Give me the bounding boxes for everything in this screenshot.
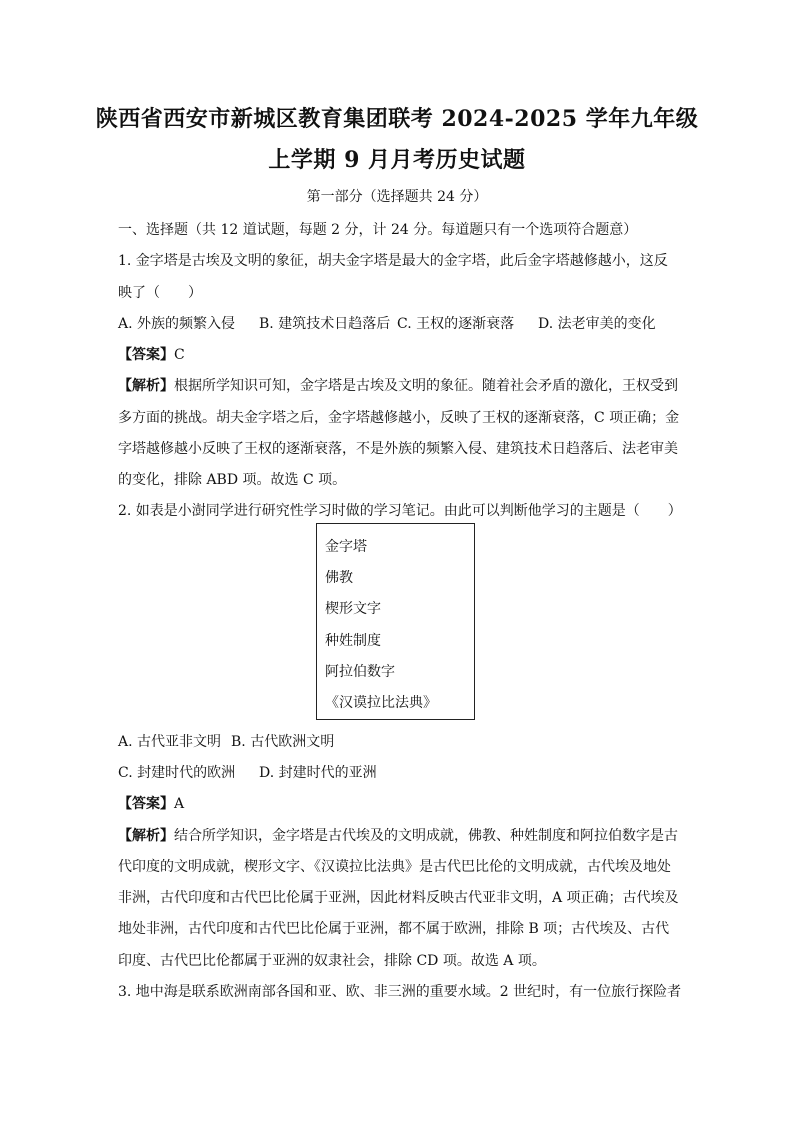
q1-analysis-label: 【解析】 xyxy=(118,378,174,394)
q1-option-c: C. 王权的逐渐衰落 xyxy=(397,316,515,332)
q2-analysis-label: 【解析】 xyxy=(118,828,174,844)
q2-stem: 2. 如表是小澍同学进行研究性学习时做的学习笔记。由此可以判断他学习的主题是（ ） xyxy=(118,503,682,519)
q1-option-a: A. 外族的频繁入侵 xyxy=(118,316,236,332)
q2-option-c: C. 封建时代的欧洲 xyxy=(118,765,236,781)
instructions: 一、选择题（共 12 道试题，每题 2 分，计 24 分。每道题只有一个选项符合题意） xyxy=(118,222,638,238)
q2-option-d: D. 封建时代的亚洲 xyxy=(259,765,377,781)
exam-title-line2: 上学期 9 月月考历史试题 xyxy=(268,147,526,173)
table-row: 佛教 xyxy=(325,570,353,586)
q3-stem: 3. 地中海是联系欧洲南部各国和亚、欧、非三洲的重要水域。2 世纪时，有一位旅行探险者 xyxy=(118,984,682,1000)
table-row: 种姓制度 xyxy=(325,633,381,649)
table-row: 阿拉伯数字 xyxy=(325,664,395,680)
q1-answer-value: C xyxy=(174,347,185,363)
q2-analysis-line5: 印度、古代巴比伦都属于亚洲的奴隶社会，排除 CD 项。故选 A 项。 xyxy=(118,953,546,969)
q1-analysis-text: 根据所学知识可知，金字塔是古埃及文明的象征。随着社会矛盾的激化，王权受到 xyxy=(174,378,678,394)
q2-analysis-line1 xyxy=(118,825,678,845)
q1-analysis-line3: 字塔越修越小反映了王权的逐渐衰落，不是外族的频繁入侵、建筑技术日趋落后、法老审美 xyxy=(118,441,678,457)
q2-answer xyxy=(118,793,184,813)
q1-answer-label: 【答案】 xyxy=(118,347,174,363)
q1-option-d: D. 法老审美的变化 xyxy=(538,316,656,332)
q2-answer-label: 【答案】 xyxy=(118,796,174,812)
section-heading: 第一部分（选择题共 24 分） xyxy=(306,189,488,205)
q1-analysis-line1 xyxy=(118,375,678,395)
exam-title-line1: 陕西省西安市新城区教育集团联考 2024-2025 学年九年级 xyxy=(95,106,699,132)
q2-analysis-line3: 非洲，古代印度和古代巴比伦属于亚洲，因此材料反映古代亚非文明，A 项正确；古代埃及 xyxy=(118,890,679,906)
q1-stem-line2: 映了（ ） xyxy=(118,285,202,301)
q2-option-b: B. 古代欧洲文明 xyxy=(231,734,335,750)
table-row: 金字塔 xyxy=(325,539,367,555)
table-row: 《汉谟拉比法典》 xyxy=(325,695,437,711)
study-notes-table xyxy=(316,523,475,720)
q2-option-a: A. 古代亚非文明 xyxy=(118,734,222,750)
q1-analysis-line4: 的变化，排除 ABD 项。故选 C 项。 xyxy=(118,472,347,488)
q1-option-b: B. 建筑技术日趋落后 xyxy=(259,316,391,332)
q2-answer-value: A xyxy=(174,796,185,812)
q1-analysis-line2: 多方面的挑战。胡夫金字塔之后，金字塔越修越小，反映了王权的逐渐衰落，C 项正确；金 xyxy=(118,410,680,426)
q2-analysis-text: 结合所学知识，金字塔是古代埃及的文明成就，佛教、种姓制度和阿拉伯数字是古 xyxy=(174,828,678,844)
q2-analysis-line2: 代印度的文明成就，楔形文字、《汉谟拉比法典》是古代巴比伦的文明成就，古代埃及地处 xyxy=(118,859,671,875)
q1-answer xyxy=(118,344,185,364)
q2-analysis-line4: 地处非洲，古代印度和古代巴比伦属于亚洲，都不属于欧洲，排除 B 项；古代埃及、古代 xyxy=(118,921,670,937)
table-row: 楔形文字 xyxy=(325,601,381,617)
q1-stem-line1: 1. 金字塔是古埃及文明的象征，胡夫金字塔是最大的金字塔，此后金字塔越修越小，这反 xyxy=(118,253,668,269)
